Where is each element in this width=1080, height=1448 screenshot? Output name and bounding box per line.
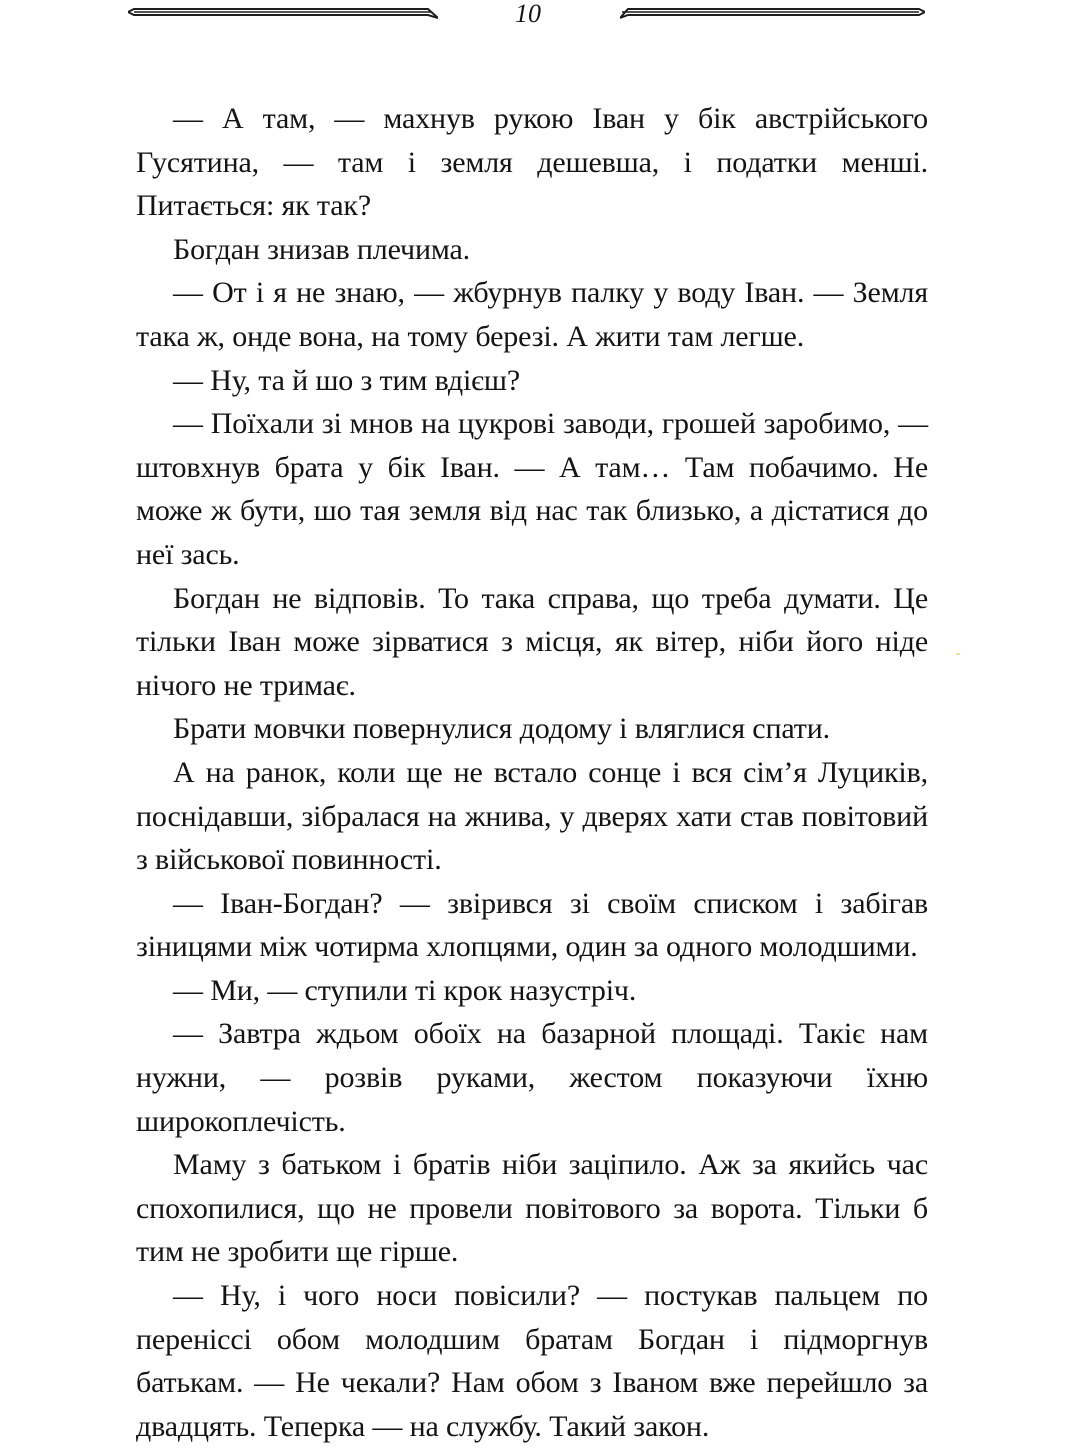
paragraph: — Поїхали зі мнов на цукрові заводи, грошей заробимо, — штовхнув брата у бік Іван. — А там… Там побачимо. Не може ж бути, шо тая земля від нас так близько, а дістатися до неї зась. [136,407,928,571]
paragraph: А на ранок, коли ще не встало сонце і вся сім’я Луциків, поснідавши, зібралася на жнива, у дверях хати став повітовий з військової повинності. [136,755,928,877]
paragraph: Маму з батьком і братів ніби заціпило. Аж за якийсь час спохопилися, що не провели повітового за ворота. Тільки б тим не зробити ще гірше. [136,1148,928,1269]
paragraph: Богдан не відповів. То така справа, що треба думати. Це тільки Іван може зірватися з місця, як вітер, ніби його ніде нічого не тримає. [136,581,928,702]
page-header [0,0,1080,40]
page-number: 10 [515,0,541,28]
paragraph: — От і я не знаю, — жбурнув палку у воду Іван. — Земля така ж, онде вона, на тому березі. А жити там легше. [136,276,928,353]
paragraph: — Ми, — ступили ті крок назустріч. [173,973,637,1007]
print-speck [956,653,960,655]
paragraph: — Завтра ждьом обоїх на базарной площаді. Такіє нам нужни, — розвів руками, жестом показуючи їхню широкоплечість. [136,1017,928,1138]
paragraph: — Іван-Богдан? — звірився зі своїм списком і забігав зіницями між чотирма хлопцями, один за одного молодшими. [136,886,928,964]
paragraph: — А там, — махнув рукою Іван у бік австрійського Гусятина, — там і земля дешевша, і податки менші. Питається: як так? [136,102,928,223]
paragraph: — Ну, і чого носи повісили? — постукав пальцем по переніссі обом молодшим братам Богдан і підморгнув батькам. — Не чекали? Нам обом з Іваном вже перейшло за двадцять. Теперка — на службу. Такий закон. [136,1279,928,1443]
right-ornament-rule [620,6,925,20]
paragraph: — Ну, та й шо з тим вдієш? [173,363,521,397]
body-text [136,97,928,1448]
paragraph: Богдан знизав плечима. [173,232,470,266]
left-ornament-rule [128,6,438,20]
paragraph: Брати мовчки повернулися додому і вляглися спати. [173,712,830,746]
